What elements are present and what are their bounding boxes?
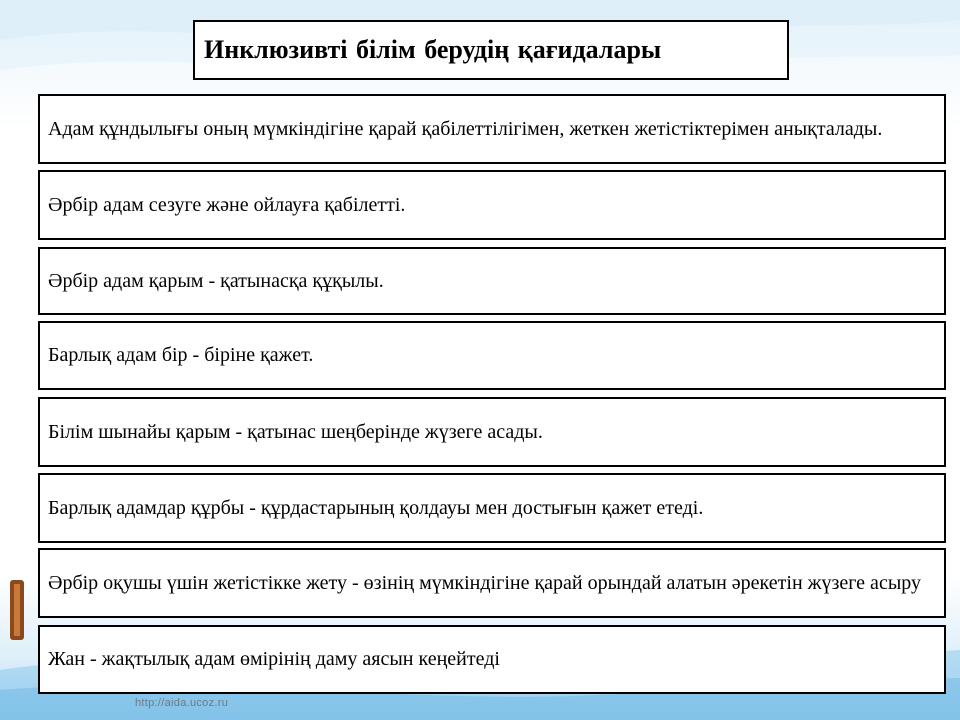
principle-box-8 [38,625,946,694]
principle-text-2: Әрбір адам сезуге және ойлауға қабілетті. [48,193,406,216]
principle-text-8: Жан - жақтылық адам өмірінің даму аясын кеңейтеді [48,648,500,670]
principle-box-1 [38,94,946,164]
principle-box-6 [38,473,946,543]
principle-box-3 [38,247,946,315]
principle-text-1: Адам құндылығы оның мүмкіндігіне қарай қабілеттілігімен, жеткен жетістіктерімен анықталады. [48,117,883,140]
principle-box-4 [38,321,946,390]
principle-text-7: Әрбір оқушы үшін жетістікке жету - өзінің мүмкіндігіне қарай орындай алатын әрекетін жүзеге асыру [48,571,921,594]
principle-box-7 [38,548,946,618]
principle-text-6: Барлық адамдар құрбы - құрдастарының қолдауы мен достығын қажет етеді. [48,496,704,519]
title-box [193,20,789,80]
watermark-url: http://aida.ucoz.ru [135,697,229,709]
page-title: Инклюзивті білім берудің қағидалары [204,35,662,64]
principle-text-4: Барлық адам бір - біріне қажет. [48,344,314,366]
principle-box-2 [38,170,946,240]
principle-text-5: Білім шынайы қарым - қатынас шеңберінде жүзеге асады. [48,420,543,443]
principle-box-5 [38,397,946,467]
principle-text-3: Әрбір адам қарым - қатынасқа құқылы. [48,269,384,292]
